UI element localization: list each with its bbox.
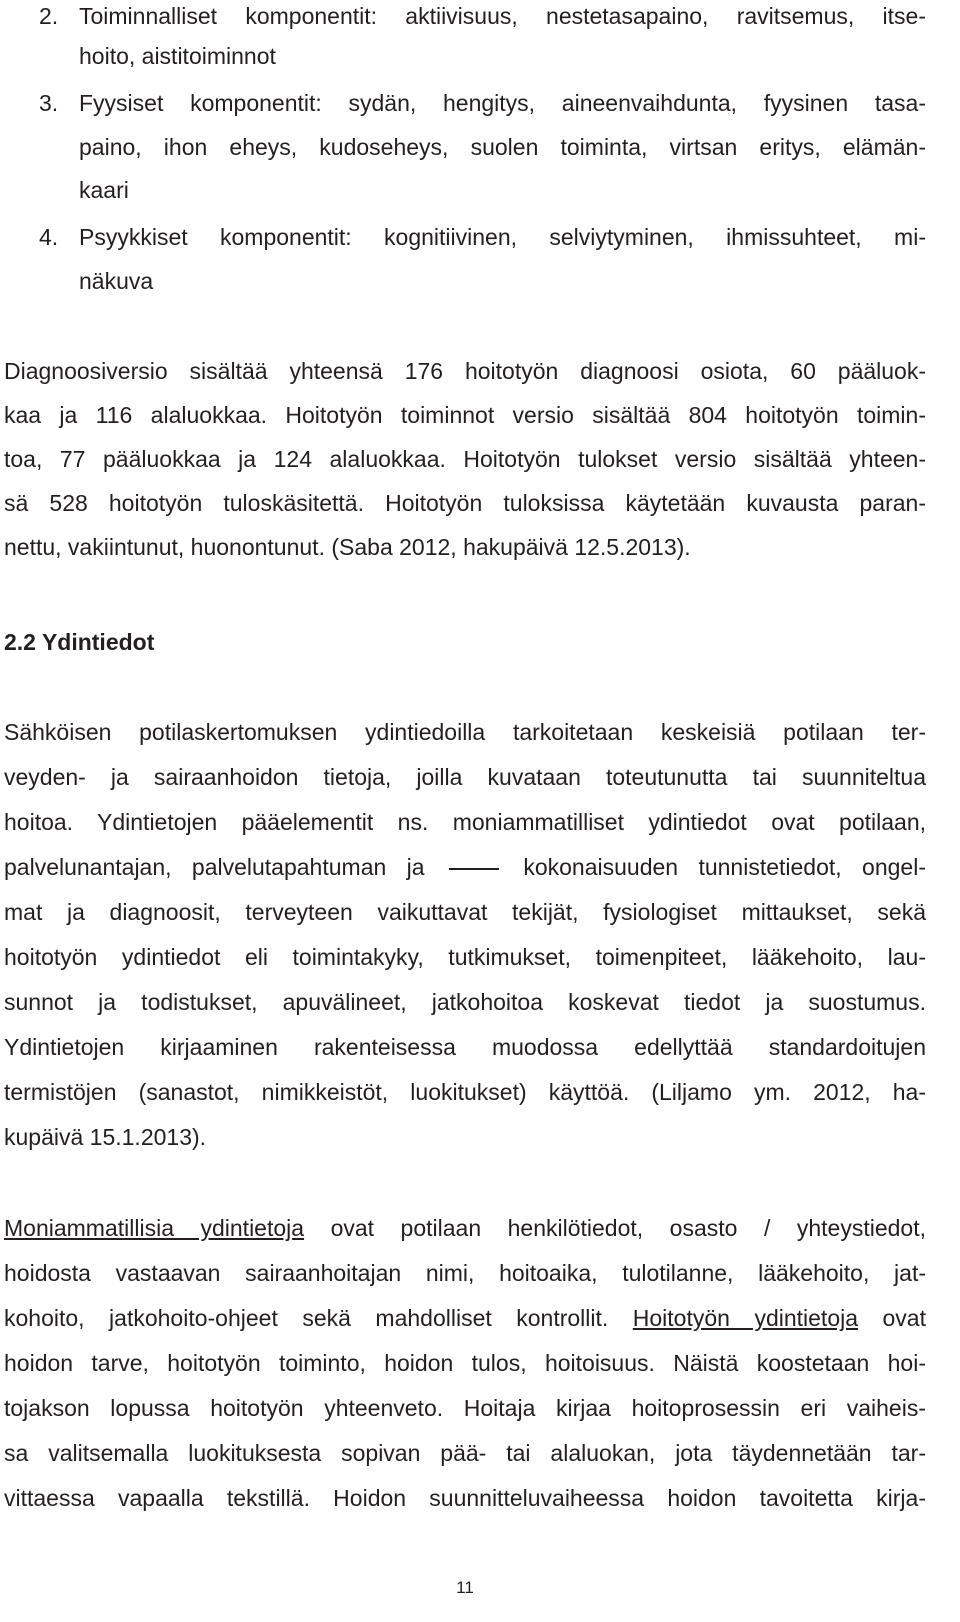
paragraph-2-line-4 xyxy=(4,851,926,883)
paragraph-1-line-1: Diagnoosiversio sisältää yhteensä 176 hoitotyön diagnoosi osiota, 60 pääluok- xyxy=(4,358,926,384)
list-item-3-line-3: kaari xyxy=(79,177,129,203)
paragraph-2-line-2: veyden- ja sairaanhoidon tietoja, joilla kuvataan toteutunutta tai suunniteltua xyxy=(4,764,926,790)
paragraph-2-line-3: hoitoa. Ydintietojen pääelementit ns. moniammatilliset ydintiedot ovat potilaan, xyxy=(4,809,926,835)
paragraph-3-line-4: hoidon tarve, hoitotyön toiminto, hoidon tulos, hoitoisuus. Näistä koostetaan hoi- xyxy=(4,1350,926,1376)
paragraph-3-line-5: tojakson lopussa hoitotyön yhteenveto. Hoitaja kirjaa hoitoprosessin eri vaiheis- xyxy=(4,1395,926,1421)
section-heading: 2.2 Ydintiedot xyxy=(4,629,155,655)
paragraph-3-line-3 xyxy=(4,1302,926,1334)
list-marker-3: 3. xyxy=(39,90,59,116)
paragraph-2-line-8: Ydintietojen kirjaaminen rakenteisessa muodossa edellyttää standardoitujen xyxy=(4,1034,926,1060)
list-item-4-line-2: näkuva xyxy=(79,268,154,294)
paragraph-2-line-6: hoitotyön ydintiedot eli toimintakyky, tutkimukset, toimenpiteet, lääkehoito, lau- xyxy=(4,944,926,970)
page-number: 11 xyxy=(456,1578,474,1597)
paragraph-2-line-5: mat ja diagnoosit, terveyteen vaikuttavat tekijät, fysiologiset mittaukset, sekä xyxy=(4,899,926,925)
paragraph-1-line-3: toa, 77 pääluokkaa ja 124 alaluokkaa. Hoitotyön tulokset versio sisältää yhteen- xyxy=(4,446,926,472)
term-nursing-core-data: Hoitotyön ydintietoja xyxy=(632,1305,859,1331)
paragraph-2-line-7: sunnot ja todistukset, apuvälineet, jatkohoitoa koskevat tiedot ja suostumus. xyxy=(4,989,926,1015)
list-marker-2: 2. xyxy=(39,3,59,29)
paragraph-1-line-4: sä 528 hoitotyön tuloskäsitettä. Hoitotyön tuloksissa käytetään kuvausta paran- xyxy=(4,490,926,516)
paragraph-3-line-1 xyxy=(4,1212,926,1244)
paragraph-2-line-4-end: kokonaisuuden tunnistetiedot, ongel- xyxy=(523,854,926,880)
list-marker-4: 4. xyxy=(39,224,59,250)
list-item-3-line-1: Fyysiset komponentit: sydän, hengitys, aineenvaihdunta, fyysinen tasa- xyxy=(79,90,926,116)
paragraph-2-line-10: kupäivä 15.1.2013). xyxy=(4,1124,207,1150)
paragraph-3-line-6: sa valitsemalla luokituksesta sopivan pää- tai alaluokan, jota täydennetään tar- xyxy=(4,1440,926,1466)
paragraph-2-line-1: Sähköisen potilaskertomuksen ydintiedoilla tarkoitetaan keskeisiä potilaan ter- xyxy=(4,719,926,745)
paragraph-3-line-3-start: kohoito, jatkohoito-ohjeet sekä mahdolliset kontrollit. xyxy=(4,1305,633,1331)
paragraph-2-line-9: termistöjen (sanastot, nimikkeistöt, luokitukset) käyttöä. (Liljamo ym. 2012, ha- xyxy=(4,1079,926,1105)
paragraph-1-line-2: kaa ja 116 alaluokkaa. Hoitotyön toiminnot versio sisältää 804 hoitotyön toimin- xyxy=(4,402,926,428)
list-item-2-line-2: hoito, aistitoiminnot xyxy=(79,43,276,69)
list-item-3-line-2: paino, ihon eheys, kudoseheys, suolen toiminta, virtsan eritys, elämän- xyxy=(79,134,926,160)
paragraph-3-line-1-rest: ovat potilaan henkilötiedot, osasto / yhteystiedot, xyxy=(304,1215,926,1241)
paragraph-3-line-2: hoidosta vastaavan sairaanhoitajan nimi, hoitoaika, tulotilanne, lääkehoito, jat- xyxy=(4,1260,926,1286)
term-multiprofessional-core-data: Moniammatillisia ydintietoja xyxy=(4,1215,305,1241)
list-item-4-line-1: Psyykkiset komponentit: kognitiivinen, selviytyminen, ihmissuhteet, mi- xyxy=(79,224,926,250)
paragraph-3-line-3-end: ovat xyxy=(858,1305,926,1331)
paragraph-3-line-7: vittaessa vapaalla tekstillä. Hoidon suunnitteluvaiheessa hoidon tavoitetta kirja- xyxy=(4,1485,926,1511)
paragraph-2-line-4-start: palvelunantajan, palvelutapahtuman ja xyxy=(4,854,425,880)
paragraph-1-line-5: nettu, vakiintunut, huonontunut. (Saba 2012, hakupäivä 12.5.2013). xyxy=(4,534,691,560)
long-dash xyxy=(449,868,499,870)
list-item-2-line-1: Toiminnalliset komponentit: aktiivisuus, nestetasapaino, ravitsemus, itse- xyxy=(79,3,926,29)
